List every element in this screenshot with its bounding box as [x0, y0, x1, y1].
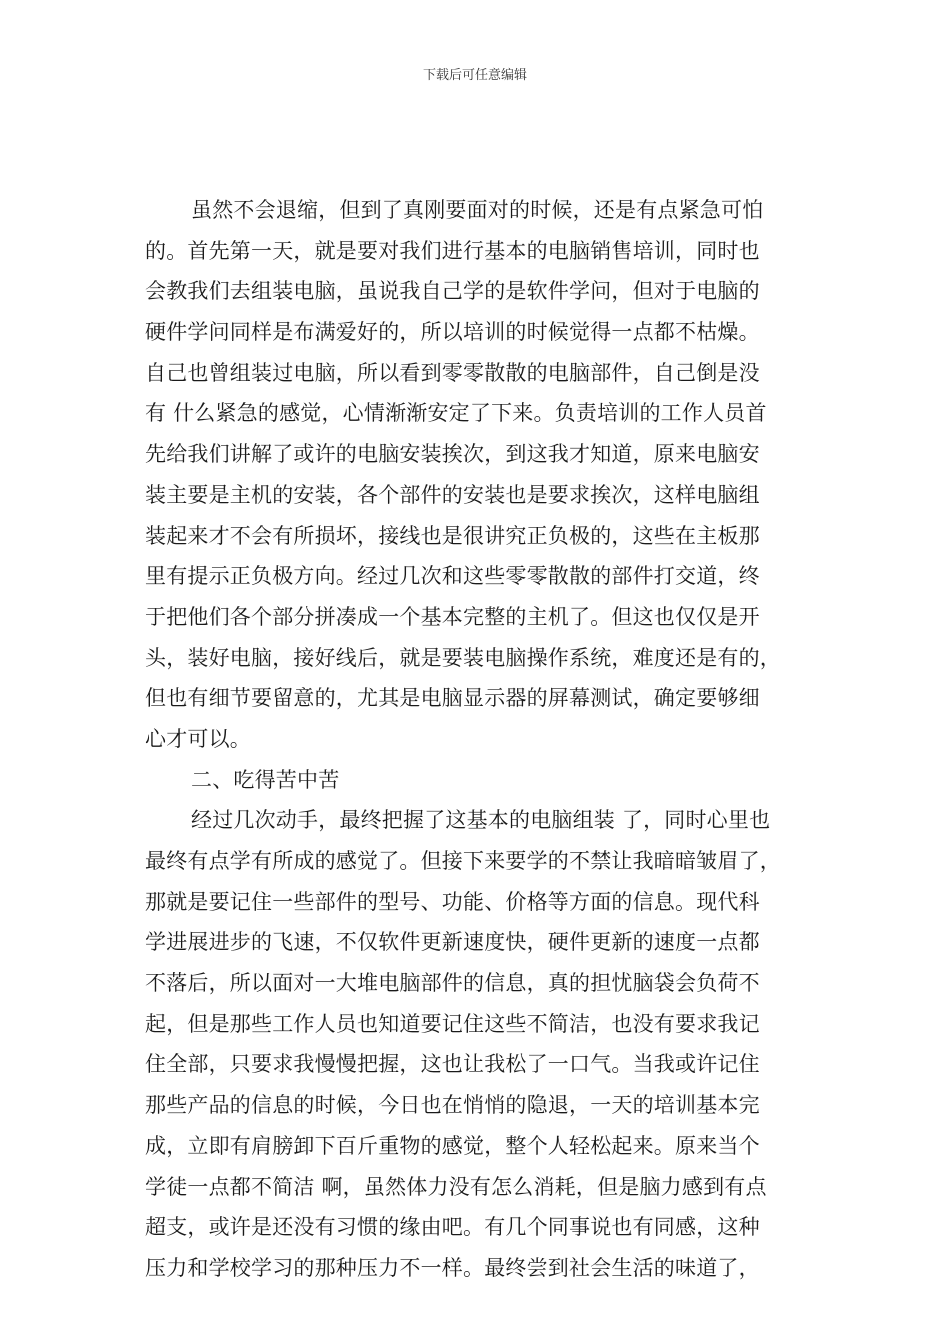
text-line: 装起来才不会有所损坏，接线也是很讲究正负极的，这些在主板那 [145, 523, 760, 548]
text-line: 超支，或许是还没有习惯的缘由吧。有几个同事说也有同感，这种 [145, 1215, 760, 1240]
text-line: 自己也曾组装过电脑，所以看到零零散散的电脑部件，自己倒是没 [145, 360, 760, 385]
text-line: 住全部，只要求我慢慢把握，这也让我松了一口气。当我或许记住 [145, 1052, 760, 1077]
text-line: 那些产品的信息的时候，今日也在悄悄的隐退，一天的培训基本完 [145, 1093, 760, 1118]
text-line: 学进展进步的飞速，不仅软件更新速度快，硬件更新的速度一点都 [145, 930, 760, 955]
text-line: 先给我们讲解了或许的电脑安装挨次，到这我才知道，原来电脑安 [145, 442, 760, 467]
text-line: 最终有点学有所成的感觉了。但接下来要学的不禁让我暗暗皱眉了， [145, 849, 781, 873]
text-line: 头，装好电脑，接好线后，就是要装电脑操作系统，难度还是有的， [145, 645, 781, 670]
text-line: 虽然不会退缩，但到了真刚要面对的时候，还是有点紧急可怕 [191, 198, 764, 222]
text-line: 的。首先第一天，就是要对我们进行基本的电脑销售培训，同时也 [145, 238, 760, 263]
text-line: 不落后，所以面对一大堆电脑部件的信息，真的担忧脑袋会负荷不 [145, 971, 760, 996]
text-line: 里有提示正负极方向。经过几次和这些零零散散的部件打交道，终 [145, 564, 760, 589]
page-header-note: 下载后可任意编辑 [422, 68, 527, 83]
text-line: 于把他们各个部分拼凑成一个基本完整的主机了。但这也仅仅是开 [145, 604, 760, 629]
text-line: 经过几次动手，最终把握了这基本的电脑组装 了，同时心里也 [191, 808, 771, 833]
text-line: 学徒一点都不简洁 啊，虽然体力没有怎么消耗，但是脑力感到有点 [145, 1174, 767, 1199]
text-line: 装主要是主机的安装，各个部件的安装也是要求挨次，这样电脑组 [145, 482, 760, 507]
document-body [145, 190, 825, 1289]
text-line: 会教我们去组装电脑，虽说我自己学的是软件学问，但对于电脑的 [145, 279, 760, 304]
text-line: 那就是要记住一些部件的型号、功能、价格等方面的信息。现代科 [145, 889, 760, 914]
text-line: 压力和学校学习的那种压力不一样。最终尝到社会生活的味道了， [145, 1255, 760, 1280]
text-line: 硬件学问同样是布满爱好的，所以培训的时候觉得一点都不枯燥。 [145, 320, 760, 345]
text-line: 起，但是那些工作人员也知道要记住这些不简洁，也没有要求我记 [145, 1011, 760, 1036]
text-line: 有 什么紧急的感觉，心情渐渐安定了下来。负责培训的工作人员首 [145, 401, 767, 426]
text-line: 但也有细节要留意的，尤其是电脑显示器的屏幕测试，确定要够细 [145, 686, 760, 711]
text-line: 成，立即有肩膀卸下百斤重物的感觉，整个人轻松起来。原来当个 [145, 1133, 760, 1158]
section-heading: 二、吃得苦中苦 [191, 767, 340, 792]
text-line: 心才可以。 [145, 726, 251, 751]
